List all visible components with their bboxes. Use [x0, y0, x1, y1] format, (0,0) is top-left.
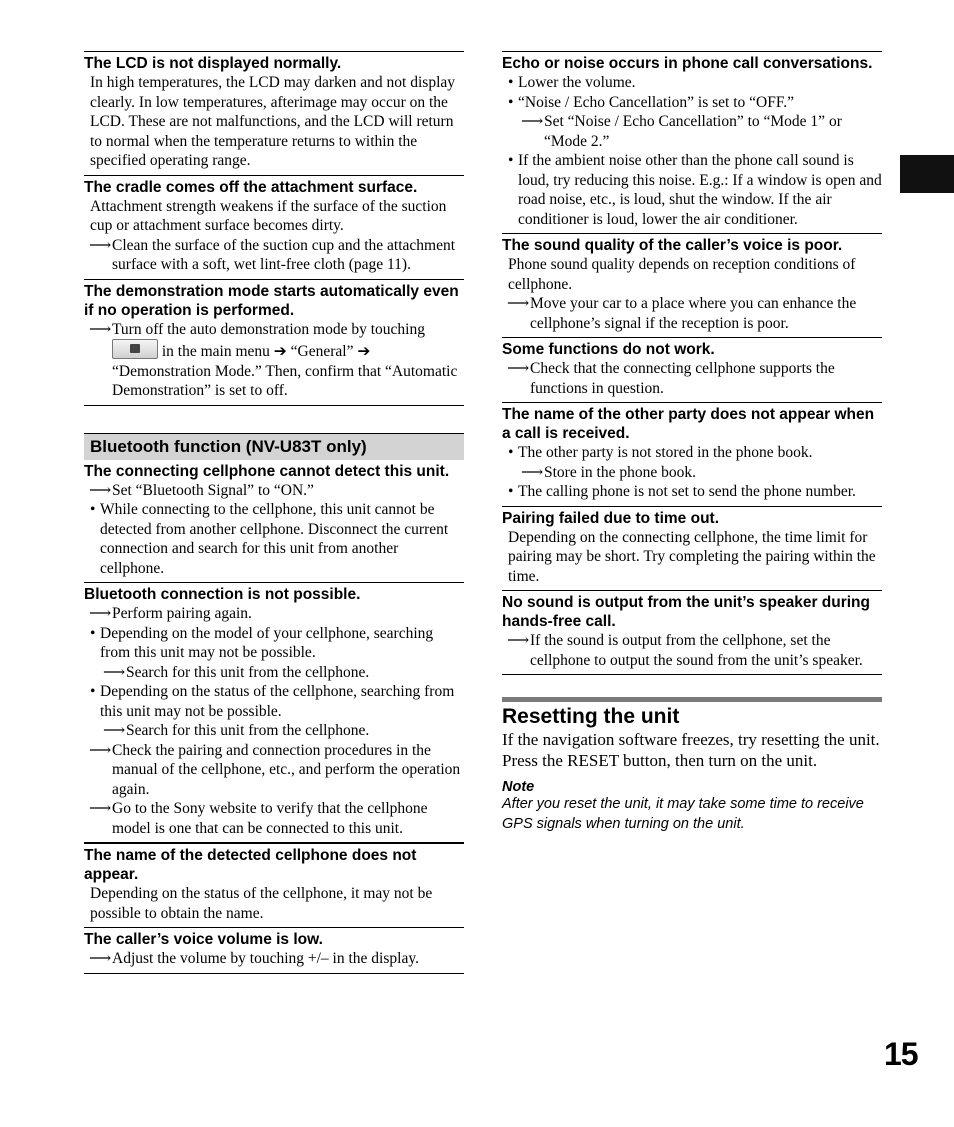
entry-functions: [502, 337, 882, 402]
arrow-step-text: Turn off the auto demonstration mode by touching: [112, 320, 425, 338]
arrow-step: ⟶ Move your car to a place where you can enhance the cellphone’s signal if the reception is poor.: [502, 294, 882, 333]
entry-echo: [502, 51, 882, 233]
entry-text: In high temperatures, the LCD may darken and not display clearly. In low temperatures, afterimage may occur on the LCD. These are not malfunctions, and the LCD will return to normal when the temperature returns to within the specified operating range.: [90, 74, 456, 169]
entry-demo: [84, 279, 464, 406]
entry-text: Depending on the connecting cellphone, the time limit for pairing may be short. Try completing the pairing within the time.: [508, 528, 876, 585]
entry-no-sound: [502, 590, 882, 675]
entry-quality: [502, 233, 882, 337]
entry-text: Depending on the status of the cellphone, it may not be possible to obtain the name.: [90, 885, 433, 922]
entry-cradle: [84, 175, 464, 279]
bullet-item: • The calling phone is not set to send the phone number.: [502, 482, 882, 502]
bullet-item: • Lower the volume.: [502, 73, 882, 93]
bullet-item: • Depending on the model of your cellphone, searching from this unit may not be possible.: [84, 624, 464, 663]
entry-other-party: [502, 402, 882, 506]
arrow-step: ⟶ Clean the surface of the suction cup and the attachment surface with a soft, wet lint-free cloth (page 11).: [84, 236, 464, 275]
entry-lcd: [84, 51, 464, 175]
entry-heading: The name of the detected cellphone does not appear.: [84, 847, 417, 883]
entry-connection: [84, 582, 464, 842]
entry-heading: Pairing failed due to time out.: [502, 509, 720, 527]
bullet-item: • While connecting to the cellphone, this unit cannot be detected from another cellphone. Disconnect the current connection and search for this unit from another cellphone.: [84, 500, 464, 578]
entry-heading: Some functions do not work.: [502, 341, 715, 358]
entry-heading: The demonstration mode starts automatically even if no operation is performed.: [84, 282, 459, 319]
entry-heading: The connecting cellphone cannot detect this unit.: [84, 462, 450, 480]
entry-heading: Bluetooth connection is not possible.: [84, 586, 361, 603]
sub-arrow-step: ⟶ Search for this unit from the cellphone.: [84, 663, 464, 683]
section-tab: [900, 155, 954, 193]
arrow-step: ⟶ If the sound is output from the cellphone, set the cellphone to output the sound from the unit’s speaker.: [502, 631, 882, 670]
entry-heading: No sound is output from the unit’s speaker during hands-free call.: [502, 594, 870, 630]
reset-paragraph: Press the RESET button, then turn on the unit.: [502, 750, 818, 770]
section-rule: [502, 697, 882, 702]
arrow-step: ⟶ Check the pairing and connection procedures in the manual of the cellphone, etc., and perform the operation again.: [84, 741, 464, 800]
arrow-step: ⟶ Perform pairing again.: [84, 604, 464, 624]
entry-heading: The sound quality of the caller’s voice is poor.: [502, 237, 843, 254]
arrow-step: ⟶ Check that the connecting cellphone supports the functions in question.: [502, 359, 882, 398]
entry-text: Phone sound quality depends on reception conditions of cellphone.: [508, 256, 856, 293]
left-column: [84, 51, 464, 974]
sub-arrow-step: ⟶ Search for this unit from the cellphone.: [84, 721, 464, 741]
entry-name-detect: [84, 842, 464, 927]
arrow-step: ⟶ Adjust the volume by touching +/– in the display.: [84, 949, 464, 969]
right-column: [502, 51, 882, 834]
note-text: After you reset the unit, it may take some time to receive GPS signals when turning on the unit.: [502, 796, 864, 832]
entry-text: Attachment strength weakens if the surface of the suction cup or attachment surface becomes dirty.: [90, 197, 447, 234]
entry-detect: [84, 460, 464, 583]
bullet-item: • Depending on the status of the cellphone, searching from this unit may not be possible.: [84, 682, 464, 721]
reset-paragraph: If the navigation software freezes, try resetting the unit.: [502, 730, 880, 749]
entry-pairing: [502, 506, 882, 591]
bullet-item: • The other party is not stored in the phone book.: [502, 443, 882, 463]
entry-heading: The LCD is not displayed normally.: [84, 55, 342, 72]
arrow-step: ⟶ Go to the Sony website to verify that the cellphone model is one that can be connected to this unit.: [84, 799, 464, 838]
sub-arrow-step: ⟶ Set “Noise / Echo Cancellation” to “Mode 1” or “Mode 2.”: [502, 112, 882, 151]
section-title: Bluetooth function (NV-U83T only): [84, 433, 464, 460]
menu-icon: [112, 339, 158, 359]
note-label: Note: [502, 779, 535, 795]
entry-heading: The caller’s voice volume is low.: [84, 931, 323, 948]
sub-arrow-step: ⟶ Store in the phone book.: [502, 463, 882, 483]
arrow-step: [84, 320, 464, 401]
reset-title: Resetting the unit: [502, 705, 680, 728]
bullet-item: • “Noise / Echo Cancellation” is set to “OFF.”: [502, 93, 882, 113]
entry-voice-low: [84, 927, 464, 974]
entry-heading: The name of the other party does not appear when a call is received.: [502, 406, 875, 442]
entry-heading: The cradle comes off the attachment surface.: [84, 178, 418, 196]
arrow-step-text: in the main menu ➔ “General” ➔ “Demonstration Mode.” Then, confirm that “Automatic Demonstration” is set to off.: [112, 343, 458, 399]
arrow-step: ⟶ Set “Bluetooth Signal” to “ON.”: [84, 481, 464, 501]
page-number: 15: [884, 1036, 918, 1072]
bullet-item: • If the ambient noise other than the phone call sound is loud, try reducing this noise. E.g.: If a window is open and road noise, etc., is loud, shut the window. If the air conditioner is loud, lower the air conditioner.: [502, 151, 882, 229]
entry-heading: Echo or noise occurs in phone call conversations.: [502, 55, 873, 72]
